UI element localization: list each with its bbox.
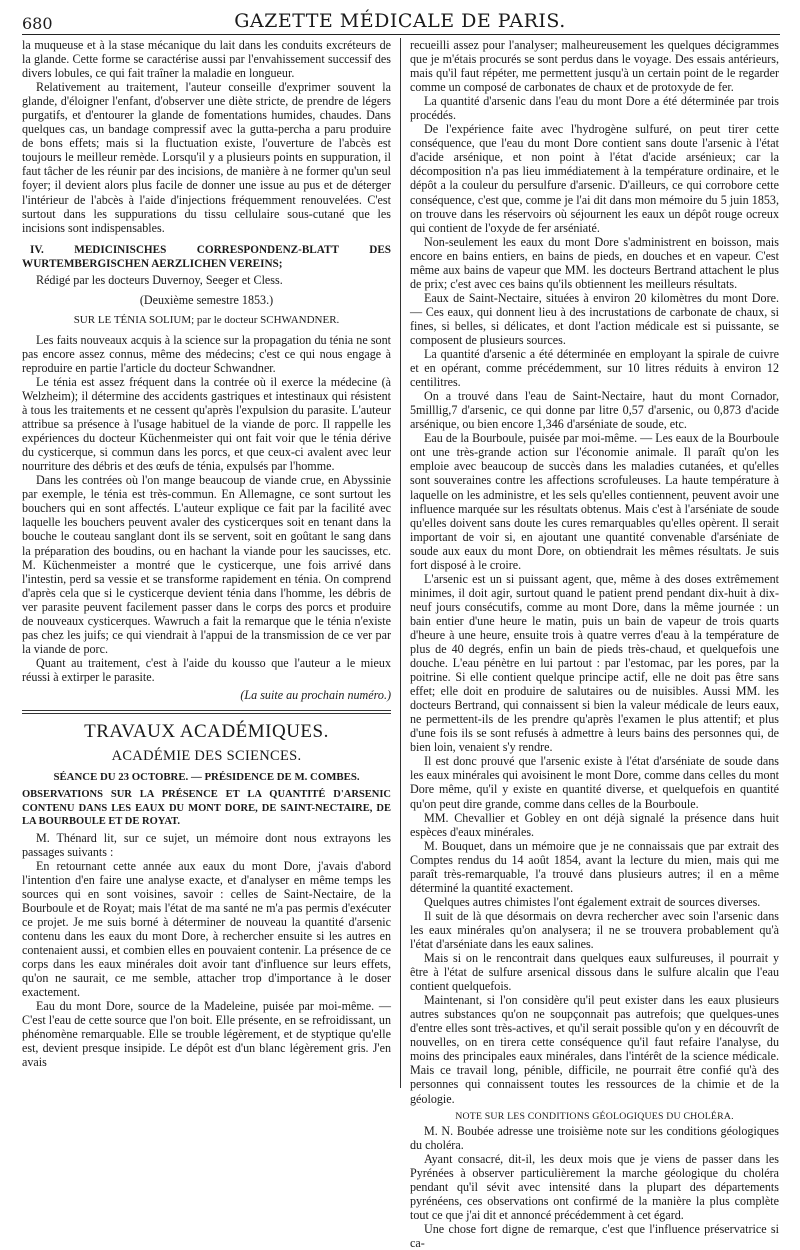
observation-title: OBSERVATIONS SUR LA PRÉSENCE ET LA QUANTITÉ D'ARSENIC CONTENU DANS LES EAUX DU MONT DORE, DE SAINT-NECTAIRE, DE LA BOURBOULE ET DE ROYAT. [22,789,391,828]
section-heading: IV. MEDICINISCHES CORRESPONDENZ-BLATT DES WURTEMBERGISCHEN AERZLICHEN VEREINS; [22,243,391,270]
session-line: SÉANCE DU 23 OCTOBRE. — PRÉSIDENCE DE M. COMBES. [53,771,360,784]
paragraph: Mais si on le rencontrait dans quelques eaux sulfureuses, il pourrait y être à l'état de sulfure arsenical dissous dans le sulfure alcalin que l'eau contient quelquefois. [410,951,779,994]
page-number: 680 [22,14,53,33]
paragraph: Maintenant, si l'on considère qu'il peut exister dans les eaux plusieurs autres substances qu'on ne soupçonnait pas autrefois; que quelques-unes d'entre elles sont très-actives, et qu'il serait possible qu'on y en découvrît de nouvelles, on en tirera cette conséquence qu'il faut refaire l'analyse, du moins des principales eaux minérales, dans l'intérêt de la science médicale. Mais ce travail long, pénible, difficile, ne pourrait être confié qu'à des personnes qui connaissent toutes les ressources de la chimie et de la géologie. [410,993,779,1106]
section-title: TRAVAUX ACADÉMIQUES. [84,721,329,743]
paragraph: La quantité d'arsenic a été déterminée en employant la spirale de cuivre et en opérant, comme précédemment, sur 10 litres réduits à environ 12 centilitres. [410,347,779,390]
paragraph: Ayant consacré, dit-il, les deux mois que je viens de passer dans les Pyrénées à observer particulièrement la marche géologique du choléra pendant qu'il sévit avec intensité dans la plupart des départements pyrénéens, ces observations ont confirmé de la manière la plus complète tout ce que j'ai dit et annoncé précédemment à cet égard. [410,1151,779,1222]
paragraph: la muqueuse et à la stase mécanique du lait dans les conduits excréteurs de la glande. Cette forme se caractérise aussi par l'envahissement successif des divers lobules, ce qui fait traîner la maladie en longueur. [22,38,391,81]
paragraph: M. Thénard lit, sur ce sujet, un mémoire dont nous extrayons les passages suivants : [22,830,391,859]
paragraph: Eaux de Saint-Nectaire, situées à environ 20 kilomètres du mont Dore. — Ces eaux, qui donnent lieu à des incrustations de carbonate de chaux, si fines, si belles, si délicates, et dont l'action médicale est si puissante, se composent de plusieurs sources. [410,290,779,347]
paragraph: De l'expérience faite avec l'hydrogène sulfuré, on peut tirer cette conséquence, que l'eau du mont Dore contient sans doute l'arsenic à l'état d'acide arsénique, et non point à l'état d'acide arsénieux; car la décomposition n'a pas lieu immédiatement à la température ordinaire, et le dépôt a la couleur du persulfure d'arsenic. D'ailleurs, ce qui corrobore cette conséquence, c'est que, comme je l'ai dit dans mon mémoire du 5 juin 1853, on trouve dans les réservoirs où séjournent les eaux un dépôt rouge ocreux qui contient de l'oxyde de fer arséniaté. [410,122,779,235]
paragraph: Le ténia est assez fréquent dans la contrée où il exerce la médecine (à Welzheim); il détermine des accidents gastriques et intestinaux qui résistent à tous les traitements et ne cessent qu'après l'expulsion du parasite. L'auteur attribue sa présence à l'usage habituel de la viande de porc. Il rappelle les expériences du docteur Küchenmeister qui ont fait voir que le ténia dérive du cysticerque, si commun dans les porcs, et que ceux-ci avalent avec leur nourriture des débris et des œufs de ténia, expulsés par l'homme. [22,374,391,474]
academy-title: ACADÉMIE DES SCIENCES. [111,748,302,765]
journal-title: GAZETTE MÉDICALE DE PARIS. [234,10,566,32]
paragraph: Quelques autres chimistes l'ont également extrait de sources diverses. [424,894,761,909]
editors-byline: Rédigé par les docteurs Duvernoy, Seeger et Cless. [36,272,283,287]
paragraph: En retournant cette année aux eaux du mont Dore, j'avais d'abord l'intention d'en faire une analyse exacte, et d'analyser en même temps les sources qui en sont voisines, savoir : celles de Saint-Nectaire, de la Bourboule et de Royat; mais l'état de ma santé ne m'a pas permis d'exécuter ce projet. Je me suis borné à déterminer de nouveau la quantité d'arsenic contenu dans les eaux du mont Dore, à rechercher ensuite si les autres en contenaient aussi, et combien elles en pouvaient contenir. La présence de ce corps dans les eaux minérales doit avoir tant d'influence sur leurs effets, qu'on ne saurait, ce me semble, attacher trop d'importance à le doser exactement. [22,858,391,1000]
paragraph: Dans les contrées où l'on mange beaucoup de viande crue, en Abyssinie par exemple, le ténia est très-commun. En Allemagne, ce sont surtout les bouchers qui en sont affectés. L'auteur explique ce fait par la facilité avec laquelle les bouchers peuvent avaler des cysticerques soit en tenant dans la bouche le couteau sanglant dont ils se servent, soit en goûtant le sang dans la préparation des boudins, ou en hachant la viande pour les saucisses, etc. M. Küchenmeister a montré que le cysticerque, une fois arrivé dans l'intestin, perd sa vessie et se transforme rapidement en ténia. On comprend d'après cela que si le cysticerque devient ténia dans l'homme, les débris de ver parasite peuvent facilement passer dans le corps des porcs et produire de nouveaux cysticerques. Wawruch a fait la remarque que le ténia n'existe pas chez les juifs; ce qui viendrait à l'appui de la transmission de ce ver par la viande de porc. [22,473,391,656]
paragraph: On a trouvé dans l'eau de Saint-Nectaire, haut du mont Cornador, 5milllig,7 d'arsenic, ce qui donne par litre 0,57 d'arsenic, ou 0,873 d'acide arsénique, ou bien encore 1,346 d'arséniate de soude, etc. [410,389,779,432]
continued-note: (La suite au prochain numéro.) [240,687,391,702]
right-column [410,38,779,1250]
paragraph: recueilli assez pour l'analyser; malheureusement les quelques décigrammes que je m'étais procurés se sont perdus dans le voyage. Des essais antérieurs, mais qu'il faut répéter, me permettent jusqu'à un certain point de le regarder comme un composé de carbonates de chaux et de protoxyde de fer. [410,38,779,95]
article-title: SUR LE TÉNIA SOLIUM; par le docteur SCHWANDNER. [73,313,340,326]
paragraph: M. Bouquet, dans un mémoire que je ne connaissais que par extrait des Comptes rendus du 14 août 1854, avant la lecture du mien, mais qui me paraît très-remarquable, l'a trouvé dans plusieurs autres; il en a même déterminé la quantité exactement. [410,838,779,895]
header-rule [22,34,780,35]
paragraph: Non-seulement les eaux du mont Dore s'administrent en boisson, mais encore en bains entiers, en bains de pieds, en douches et en vapeur. C'est même aux bains de vapeur que MM. les docteurs Bertrand attachent le plus de prix; c'est avec ces bains qu'ils obtiennent les meilleurs résultats. [410,234,779,291]
note-title: NOTE SUR LES CONDITIONS GÉOLOGIQUES DU CHOLÉRA. [455,1110,734,1122]
semester-note: (Deuxième semestre 1853.) [139,292,274,307]
paragraph: Quant au traitement, c'est à l'aide du kousso que l'auteur a le mieux réussi à extirper le parasite. [22,655,391,684]
paragraph: Eau de la Bourboule, puisée par moi-même. — Les eaux de la Bourboule ont une très-grande action sur l'économie animale. Il paraît qu'on les emploie avec beaucoup de succès dans les maladies cutanées, et qu'elles sont souveraines contre les affections scrofuleuses. La haute température à laquelle on les administre, et les sels qu'elles contiennent, peuvent avoir une influence marquée sur les résultats obtenus. Mais c'est à l'arséniate de soude qu'elles doivent sans doute les cures remarquables qu'elles opèrent. Il serait important de voir si, en ajoutant une quantité convenable d'arséniate de soude aux eaux du mont Dore, on obtiendrait les mêmes résultats. Je suis fort disposé à le croire. [410,431,779,572]
paragraph: Les faits nouveaux acquis à la science sur la propagation du ténia ne sont pas encore assez connus, même des médecins; c'est ce qui nous engage à reproduire en partie l'article du docteur Schwandner. [22,332,391,375]
paragraph: Il suit de là que désormais on devra rechercher avec soin l'arsenic dans les eaux minérales qu'on analysera; il ne se trouvera probablement qu'à l'état d'arséniate dans les eaux salines. [410,908,779,951]
paragraph: MM. Chevallier et Gobley en ont déjà signalé la présence dans huit espèces d'eaux minérales. [410,810,779,839]
left-column [22,38,391,1088]
running-header [22,6,778,34]
paragraph: La quantité d'arsenic dans l'eau du mont Dore a été déterminée par trois procédés. [410,94,779,123]
paragraph: L'arsenic est un si puissant agent, que, même à des doses extrêmement minimes, il doit agir, surtout quand le patient prend pendant dix-huit à dix-neuf jours consécutifs, comme au mont Dore, dans la même journée : un bain entier d'une heure le matin, puis un bain de vapeur de trois quarts d'heure à une heure, ensuite trois à quatre verres d'eau à la température de plus de 40 degrés, enfin un bain de pieds très-chaud, et quelquefois une douche. L'eau pénètre en lui partout : par l'estomac, par les pores, par la poitrine. Si elle contient quelque principe actif, elle ne doit pas être sans effet; elle doit en produire de salutaires ou de nuisibles. Aussi MM. les docteurs Bertrand, qui connaissent si bien la valeur médicale de leurs eaux, ne permettent-ils de les prendre qu'après l'examen le plus attentif; et plus d'une fois ils se sont refusés à admettre à leurs bains des personnes qui, de bien loin, venaient s'y rendre. [410,571,779,755]
column-divider [400,38,401,1088]
paragraph: M. N. Boubée adresse une troisième note sur les conditions géologiques du choléra. [410,1123,779,1152]
paragraph: Relativement au traitement, l'auteur conseille d'exprimer souvent la glande, d'éloigner l'enfant, d'observer une diète stricte, de prendre de légers purgatifs, et d'entourer la glande de fomentations humides, chaudes. Dans quelques cas, un bandage compressif avec la gutta-percha a paru produire de bons effets; mais si la fluctuation existe, l'ouverture de l'abcès est toujours le meilleur remède. Lorsqu'il y a plusieurs points en suppuration, il faut tâcher de les réunir par des incisions, de manière à ne former qu'un seul foyer; il devient alors plus facile de donner une issue au pus et de déterger l'intérieur de l'abcès à l'aide d'injections fréquemment renouvelées. C'est surtout dans les suppurations du tissu cellulaire sous-cutané que les incisions sont indispensables. [22,80,391,235]
paragraph: Il est donc prouvé que l'arsenic existe à l'état d'arséniate de soude dans les eaux minérales qui avoisinent le mont Dore, comme dans celles du mont Dore même, qu'il y existe en quantité diverse, et quelquefois en quantité qu'on peut dire grande, comme dans celles de la Bourboule. [410,754,779,811]
paragraph: Une chose fort digne de remarque, c'est que l'influence préservatrice si ca- [410,1221,779,1250]
section-rule [22,710,391,714]
paragraph: Eau du mont Dore, source de la Madeleine, puisée par moi-même. — C'est l'eau de cette source que l'on boit. Elle présente, en se refroidissant, un phénomène remarquable. Elle se trouble légèrement, et de styptique qu'elle est, devient presque insipide. Le dépôt est d'un blanc légèrement gris. J'en avais [22,999,391,1070]
